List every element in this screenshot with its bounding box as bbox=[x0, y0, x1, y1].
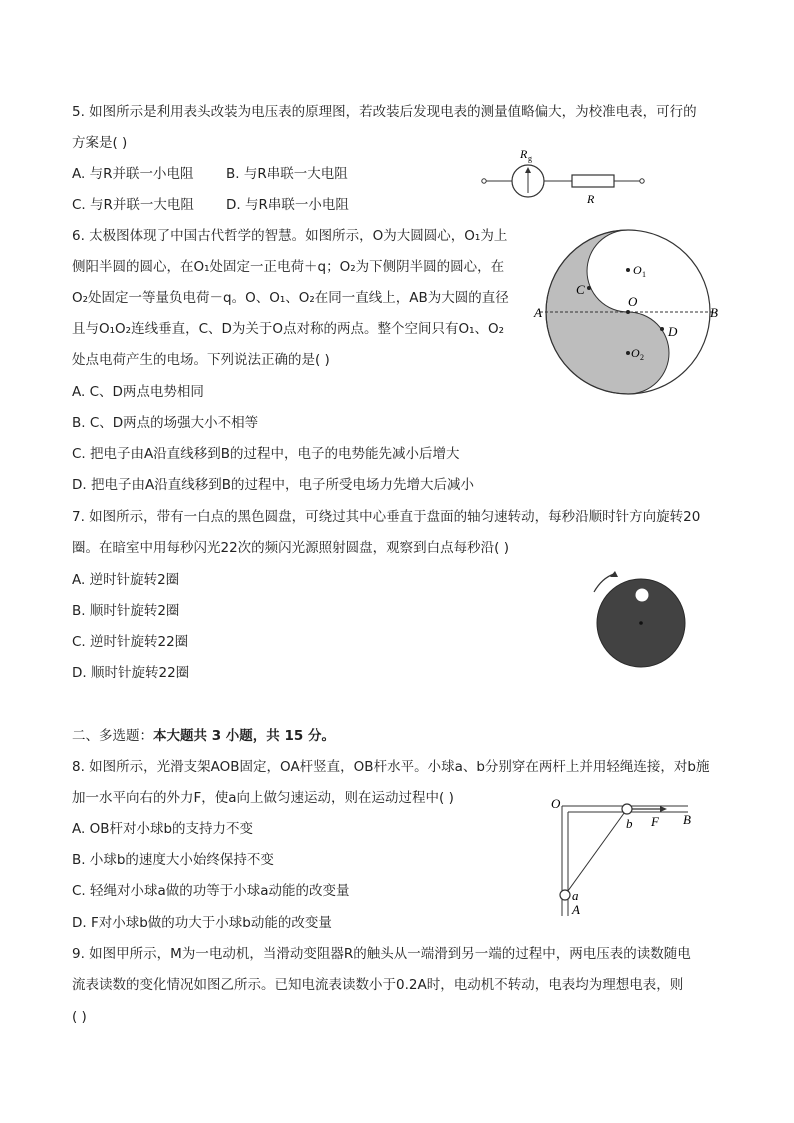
q8-option-c: C. 轻绳对小球a做的功等于小球a动能的改变量 bbox=[72, 883, 350, 899]
label-o2: O bbox=[631, 346, 640, 360]
q6-stem-line4: 且与O₁O₂连线垂直，C、D为关于O点对称的两点。整个空间只有O₁、O₂ bbox=[72, 321, 505, 337]
q8-option-b: B. 小球b的速度大小始终保持不变 bbox=[72, 852, 274, 868]
q7-stem-line2: 圈。在暗室中用每秒闪光22次的频闪光源照射圆盘，观察到白点每秒沿( ) bbox=[72, 540, 510, 556]
q5-option-d: D. 与R串联一小电阻 bbox=[226, 197, 349, 213]
q6-option-d: D. 把电子由A沿直线移到B的过程中，电子所受电场力先增大后减小 bbox=[72, 477, 474, 493]
q7-option-a: A. 逆时针旋转2圈 bbox=[72, 572, 180, 588]
label-d: D bbox=[668, 324, 678, 339]
q6-stem-line2: 侧阳半圆的圆心，在O₁处固定一正电荷＋q；O₂为下侧阴半圆的圆心，在 bbox=[72, 259, 505, 275]
q5-stem-line1: 5. 如图所示是利用表头改装为电压表的原理图，若改装后发现电表的测量值略偏大，为校准电表，可行的 bbox=[72, 104, 697, 120]
section-2-title: 本大题共 3 小题，共 15 分。 bbox=[153, 728, 335, 744]
q5-circuit-figure bbox=[474, 140, 654, 212]
q6-taiji-figure bbox=[528, 222, 728, 398]
q7-option-d: D. 顺时针旋转22圈 bbox=[72, 665, 190, 681]
label-b-end: B bbox=[683, 812, 691, 827]
q5-option-a: A. 与R并联一小电阻 bbox=[72, 166, 194, 182]
label-o1: O bbox=[633, 263, 642, 277]
q9-stem-line3: ( ) bbox=[72, 1009, 87, 1025]
label-c: C bbox=[576, 282, 585, 297]
label-a: A bbox=[534, 305, 542, 320]
disk-center bbox=[639, 621, 643, 625]
label-o: O bbox=[551, 796, 561, 811]
section-2-heading bbox=[72, 727, 335, 745]
q7-option-b: B. 顺时针旋转2圈 bbox=[72, 603, 180, 619]
label-b-ball: b bbox=[626, 816, 633, 831]
q5-option-b: B. 与R串联一大电阻 bbox=[226, 166, 348, 182]
rope bbox=[565, 809, 627, 895]
white-dot bbox=[636, 589, 649, 602]
label-o: O bbox=[628, 294, 638, 309]
q9-stem-line1: 9. 如图甲所示，M为一电动机，当滑动变阻器R的触头从一端滑到另一端的过程中，两电压表的读数随电 bbox=[72, 946, 691, 962]
r-label: R bbox=[587, 192, 595, 206]
q6-stem-line3: O₂处固定一等量负电荷－q。O、O₁、O₂在同一直线上，AB为大圆的直径 bbox=[72, 290, 509, 306]
rg-subscript: g bbox=[528, 154, 532, 163]
q5-option-c: C. 与R并联一大电阻 bbox=[72, 197, 194, 213]
q6-stem-line5: 处点电荷产生的电场。下列说法正确的是( ) bbox=[72, 352, 330, 368]
q8-option-d: D. F对小球b做的功大于小球b动能的改变量 bbox=[72, 915, 332, 931]
label-f: F bbox=[651, 814, 659, 829]
ball-a bbox=[560, 890, 570, 900]
q7-option-c: C. 逆时针旋转22圈 bbox=[72, 634, 189, 650]
rg-label: R bbox=[520, 147, 528, 161]
q8-stem-line2: 加一水平向右的外力F，使a向上做匀速运动，则在运动过程中( ) bbox=[72, 790, 454, 806]
q7-disk-figure bbox=[584, 568, 694, 670]
q6-option-a: A. C、D两点电势相同 bbox=[72, 384, 204, 400]
q8-frame-figure bbox=[546, 792, 706, 922]
q9-stem-line2: 流表读数的变化情况如图乙所示。已知电流表读数小于0.2A时，电动机不转动，电表均为理想电表，则 bbox=[72, 977, 684, 993]
q7-stem-line1: 7. 如图所示，带有一白点的黑色圆盘，可绕过其中心垂直于盘面的轴匀速转动，每秒沿顺时针方向旋转20 bbox=[72, 509, 701, 525]
label-b: B bbox=[710, 305, 718, 320]
label-o2-sub: 2 bbox=[640, 353, 644, 362]
q8-stem-line1: 8. 如图所示，光滑支架AOB固定，OA杆竖直，OB杆水平。小球a、b分别穿在两杆上并用轻绳连接，对b施 bbox=[72, 759, 710, 775]
q6-option-c: C. 把电子由A沿直线移到B的过程中，电子的电势能先减小后增大 bbox=[72, 446, 460, 462]
resistor-r-symbol bbox=[572, 175, 614, 187]
q5-stem-line2: 方案是( ) bbox=[72, 135, 128, 151]
q8-option-a: A. OB杆对小球b的支持力不变 bbox=[72, 821, 254, 837]
q6-stem-line1: 6. 太极图体现了中国古代哲学的智慧。如图所示，O为大圆圆心，O₁为上 bbox=[72, 228, 508, 244]
label-a-end: A bbox=[572, 902, 580, 917]
label-a-ball: a bbox=[572, 888, 579, 903]
section-2-prefix: 二、多选题： bbox=[72, 728, 153, 744]
ball-b bbox=[622, 804, 632, 814]
q6-option-b: B. C、D两点的场强大小不相等 bbox=[72, 415, 259, 431]
label-o1-sub: 1 bbox=[642, 270, 646, 279]
